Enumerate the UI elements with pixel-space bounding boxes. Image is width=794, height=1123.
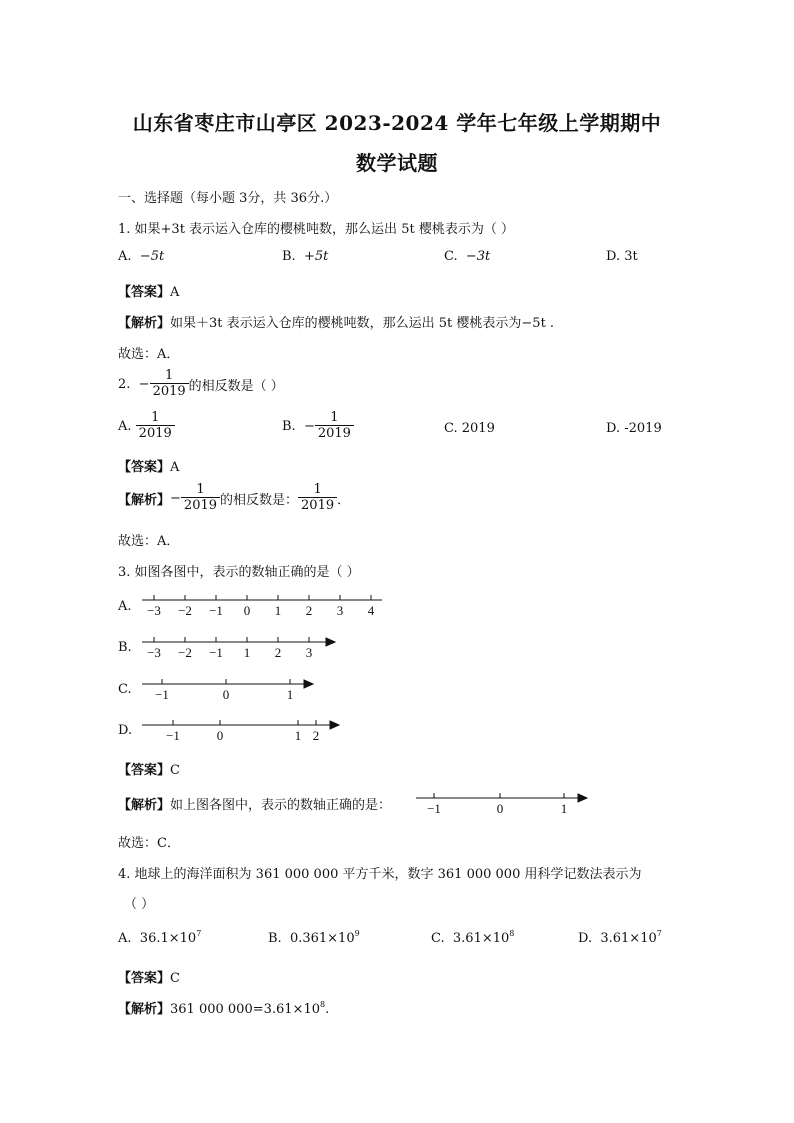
q3-label-c: C. bbox=[118, 682, 132, 697]
q3-stem: 3. 如图各图中，表示的数轴正确的是（ ） bbox=[118, 565, 360, 580]
q4-option-a: A. $36.1\times 10^7$ bbox=[118, 929, 202, 946]
analysis-axis-tick-label: 0 bbox=[496, 801, 504, 816]
axis-a-tick-label: −2 bbox=[178, 603, 192, 618]
q2-option-b: B. − $\frac{1}{2019}$ bbox=[282, 410, 354, 442]
axis-b-tick-label: −3 bbox=[147, 645, 161, 660]
axis-a-tick-label: 0 bbox=[243, 603, 251, 618]
q1-conclusion: 故选：A． bbox=[118, 347, 180, 362]
q4-answer: 【答案】C bbox=[118, 971, 180, 986]
axis-a-tick-label: 3 bbox=[336, 603, 344, 618]
axis-d-tick-label: 2 bbox=[312, 728, 320, 743]
axis-a-tick-label: 4 bbox=[367, 603, 375, 618]
axis-b-tick-label: −2 bbox=[178, 645, 192, 660]
q1-answer: 【答案】A bbox=[118, 285, 180, 300]
axis-d-tick-label: −1 bbox=[166, 728, 180, 743]
axis-b-tick-label: 2 bbox=[274, 645, 282, 660]
q3-label-b: B. bbox=[118, 640, 132, 655]
q1-option-a: A. −5t bbox=[118, 249, 165, 264]
axis-d-tick-label: 1 bbox=[294, 728, 302, 743]
axis-c-tick-label: 0 bbox=[222, 687, 230, 702]
q2-option-c: C. 2019 bbox=[444, 421, 495, 436]
q1-option-c: C. −3t bbox=[444, 249, 491, 264]
axis-b-tick-label: 3 bbox=[305, 645, 313, 660]
q3-axis-b bbox=[138, 632, 343, 666]
section-header: 一、选择题（每小题 3分，共 36分.） bbox=[118, 191, 338, 206]
q1-stem: 1. 如果+3t 表示运入仓库的樱桃吨数，那么运出 5t 樱桃表示为（ ） bbox=[118, 222, 514, 237]
axis-a-tick-label: 2 bbox=[305, 603, 313, 618]
q3-analysis: 【解析】如上图各图中，表示的数轴正确的是： bbox=[118, 798, 392, 813]
q4-stem-paren: （ ） bbox=[124, 897, 155, 912]
axis-c-tick-label: −1 bbox=[155, 687, 169, 702]
q1-option-b: B. +5t bbox=[282, 249, 329, 264]
q4-stem: 4. 地球上的海洋面积为 361 000 000 平方千米，数字 361 000 000 用科学记数法表示为 bbox=[118, 867, 642, 882]
q3-answer: 【答案】C bbox=[118, 763, 180, 778]
q3-axis-a bbox=[138, 590, 388, 624]
q3-axis-c bbox=[138, 674, 323, 708]
q4-option-b: B. $0.361\times 10^9$ bbox=[268, 929, 360, 946]
q2-option-a: A. $\frac{1}{2019}$ bbox=[118, 410, 175, 442]
q2-fraction: $\frac{1}{2019}$ bbox=[150, 368, 189, 400]
q3-label-d: D. bbox=[118, 723, 133, 738]
q2-analysis: 【解析】 − $\frac{1}{2019}$ 的相反数是： $\frac{1}{2019}$ ． bbox=[118, 482, 351, 513]
axis-b-tick-label: 1 bbox=[243, 645, 251, 660]
q3-analysis-axis bbox=[414, 789, 599, 821]
q2-conclusion: 故选：A． bbox=[118, 534, 180, 549]
q4-analysis: 【解析】361 000 $000=3.61\times 10^8$. bbox=[118, 1000, 330, 1017]
q2-stem: 2. − $\frac{1}{2019}$ 的相反数是（ ） bbox=[118, 368, 284, 399]
analysis-axis-tick-label: 1 bbox=[560, 801, 568, 816]
q4-option-d: D. $3.61\times 10^7$ bbox=[578, 929, 662, 946]
page-title: 山东省枣庄市山亭区 2023-2024 学年七年级上学期期中 bbox=[132, 111, 662, 135]
q2-answer: 【答案】A bbox=[118, 460, 180, 475]
axis-d-tick-label: 0 bbox=[216, 728, 224, 743]
axis-a-tick-label: −1 bbox=[209, 603, 223, 618]
page-subtitle: 数学试题 bbox=[356, 151, 438, 175]
axis-c-tick-label: 1 bbox=[286, 687, 294, 702]
q3-axis-d bbox=[138, 715, 348, 749]
analysis-axis-tick-label: −1 bbox=[427, 801, 441, 816]
axis-a-tick-label: 1 bbox=[274, 603, 282, 618]
axis-b-tick-label: −1 bbox=[209, 645, 223, 660]
q3-conclusion: 故选：C． bbox=[118, 836, 180, 851]
q1-analysis: 【解析】如果＋3t 表示运入仓库的樱桃吨数，那么运出 5t 樱桃表示为−5t . bbox=[118, 316, 555, 331]
q4-option-c: C. $3.61\times 10^8$ bbox=[431, 929, 515, 946]
q3-label-a: A. bbox=[118, 599, 132, 614]
q2-option-d: D. -2019 bbox=[606, 421, 662, 436]
q1-option-d: D. 3t bbox=[606, 249, 638, 264]
axis-a-tick-label: −3 bbox=[147, 603, 161, 618]
